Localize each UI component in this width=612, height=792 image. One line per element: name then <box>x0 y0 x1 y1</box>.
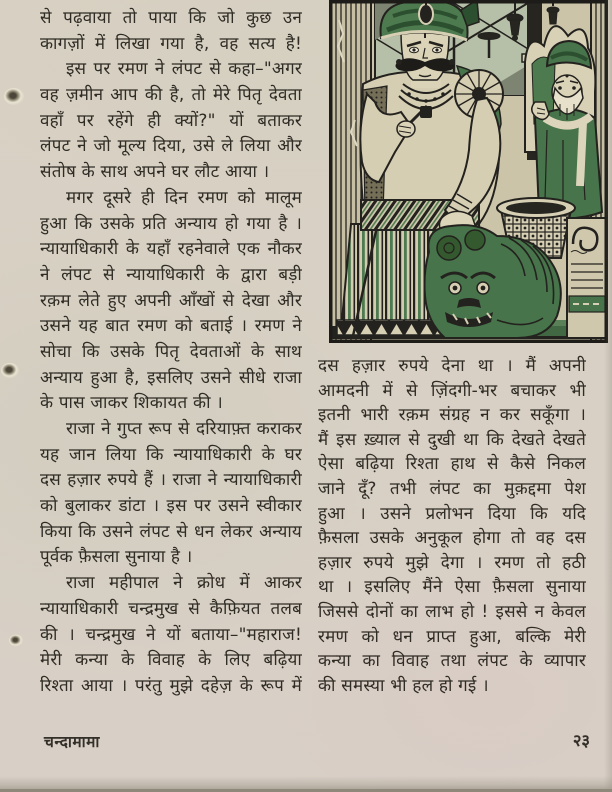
page-edge-shadow <box>0 776 612 792</box>
text-line: जिससे दोनों का लाभ हो ! इससे न केवल <box>318 601 586 622</box>
text-line: मेरी कन्या के विवाह के लिए बढ़िया <box>40 650 302 671</box>
king-and-minister-woodcut-illustration <box>329 0 608 343</box>
text-line: न्यायाधिकारी के यहाँ रहनेवाले एक नौकर <box>40 239 302 260</box>
text-line: मैं इस ख़्याल से दुखी था कि देखते देखते <box>318 429 586 450</box>
magazine-title: चन्दामामा <box>44 733 100 751</box>
text-line: कन्या का विवाह तथा लंपट के व्यापार <box>318 651 586 672</box>
text-line: अन्याय हुआ है, इसलिए उसने सीधे राजा <box>40 367 302 388</box>
text-line: पूर्वक फ़ैसला सुनाया है । <box>40 547 193 568</box>
text-line: वह ज़मीन आप की है, तो मेरे पितृ देवता <box>40 85 302 106</box>
text-line: फ़ैसला उसके अनुकूल होगा तो वह दस <box>318 528 586 549</box>
text-line: किया कि उसने लंपट से धन लेकर अन्याय <box>40 521 302 542</box>
text-line: रमण को धन प्राप्त हुआ, बल्कि मेरी <box>318 626 586 647</box>
text-line: राजा ने गुप्त रूप से दरियाफ़्त कराकर <box>66 419 302 439</box>
text-line: जाने दूँ? तभी लंपट का मुक़द्दमा पेश <box>318 478 586 499</box>
text-line: संतोष के साथ अपने घर लौट आया । <box>40 162 270 183</box>
text-line: से पढ़वाया तो पाया कि जो कुछ उन <box>40 8 302 28</box>
text-line: आमदनी में से ज़िंदगी-भर बचाकर भी <box>318 380 586 401</box>
text-line: न्यायाधिकारी चन्द्रमुख से कैफ़ियत तलब <box>40 598 302 619</box>
text-line: वहाँ पर रहेंगे ही क्यों?" यों बताकर <box>40 110 302 131</box>
text-line: को बुलाकर डांटा । इस पर उसने स्वीकार <box>40 496 302 517</box>
page-number: २३ <box>572 731 590 750</box>
text-line: ऐसा बढ़िया रिश्ता हाथ से कैसे निकल <box>318 454 586 475</box>
binding-hole <box>1 363 19 378</box>
binding-hole <box>4 88 24 105</box>
text-line: रिश्ता आया । परंतु मुझे दहेज़ के रूप में <box>40 675 302 696</box>
text-line: यह जान लिया कि न्यायाधिकारी के घर <box>40 444 302 465</box>
text-line: लंपट ने जो मूल्य दिया, उसे ले लिया और <box>40 136 302 157</box>
text-line: हुआ । उसने प्रलोभन दिया कि यदि <box>318 503 586 524</box>
text-line: कागज़ों में लिखा गया है, वह सत्य है! <box>40 33 302 54</box>
text-line: राजा महीपाल ने क्रोध में आकर <box>66 573 302 594</box>
text-column-right <box>318 354 586 698</box>
binding-hole <box>9 635 23 647</box>
text-line: था । इसलिए मैंने ऐसा फ़ैसला सुनाया <box>318 577 586 598</box>
text-line: मगर दूसरे ही दिन रमण को मालूम <box>66 187 302 208</box>
text-line: रक़म लेते हुए अपनी आँखों से देखा और <box>40 290 302 311</box>
text-line: उसने यह बात रमण को बताई । रमण ने <box>40 316 302 337</box>
text-line: इतनी भारी रक़म संग्रह न कर सकूँगा । <box>318 405 586 426</box>
scroll-block <box>567 218 606 338</box>
text-line: के पास जाकर शिकायत की । <box>40 393 223 414</box>
text-line: सोचा कि उसके पितृ देवताओं के साथ <box>40 341 302 362</box>
text-line: हुआ कि उसके प्रति अन्याय हो गया है । <box>40 213 302 234</box>
text-line: दस हज़ार रुपये हैं । राजा ने न्यायाधिकारी <box>40 470 302 491</box>
text-column-left <box>40 6 302 700</box>
page-edge-shadow <box>604 0 612 792</box>
text-line: की समस्या भी हल हो गई । <box>318 675 489 696</box>
text-line: की । चन्द्रमुख ने यों बताया–"महाराज! <box>40 624 302 645</box>
text-line: ने लंपट से न्यायाधिकारी के द्वारा बड़ी <box>40 264 302 285</box>
text-line: दस हज़ार रुपये देना था । मैं अपनी <box>318 356 586 376</box>
text-line: हज़ार रुपये मुझे देगा । रमण तो हठी <box>318 552 586 573</box>
text-line: इस पर रमण ने लंपट से कहा–"अगर <box>66 59 302 80</box>
